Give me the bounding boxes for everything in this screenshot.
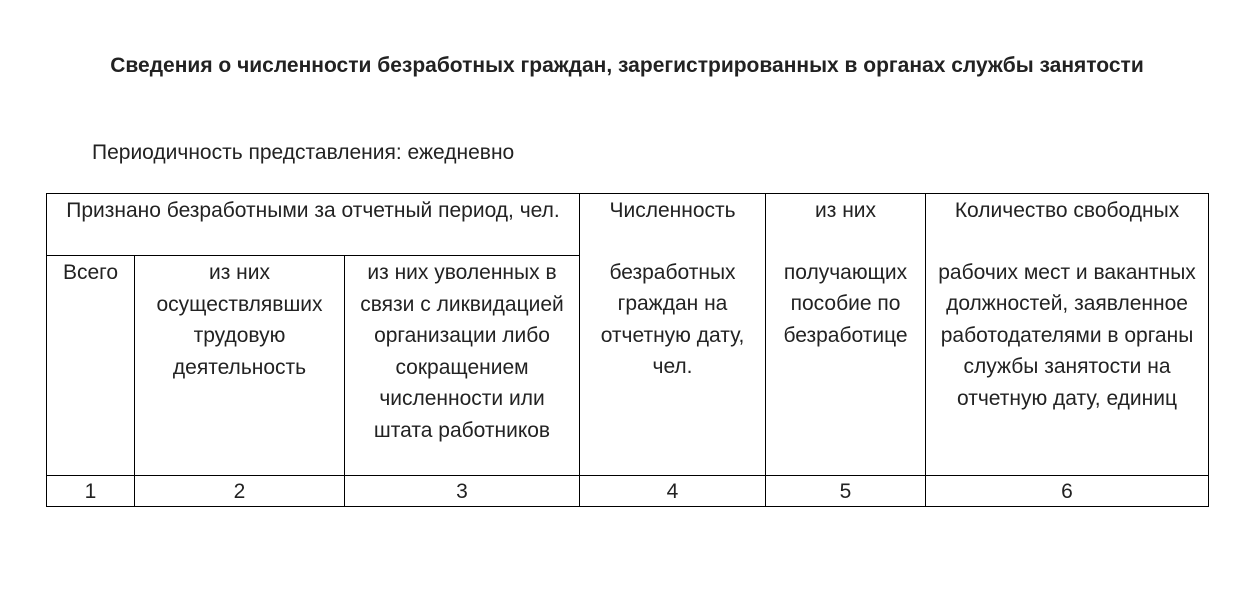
header-vacancies-top: Количество свободных bbox=[926, 194, 1209, 256]
header-count-top: Численность bbox=[580, 194, 766, 256]
subheader-count-rest: безработных граждан на отчетную дату, чел. bbox=[580, 256, 766, 476]
column-number: 6 bbox=[926, 476, 1209, 507]
unemployment-report-table bbox=[46, 193, 1209, 507]
column-number: 1 bbox=[47, 476, 135, 507]
subheader-receiving-benefit: получающих пособие по безработице bbox=[766, 256, 926, 476]
column-number: 5 bbox=[766, 476, 926, 507]
table-subheader-row bbox=[47, 256, 1209, 476]
subheader-employed-before: из них осуществлявших трудовую деятельность bbox=[135, 256, 345, 476]
column-number: 3 bbox=[345, 476, 580, 507]
header-of-them-top: из них bbox=[766, 194, 926, 256]
column-number: 2 bbox=[135, 476, 345, 507]
column-number: 4 bbox=[580, 476, 766, 507]
subheader-dismissed: из них уволенных в связи с ликвидацией организации либо сокращением численности или штата работников bbox=[345, 256, 580, 476]
document-title: Сведения о численности безработных граждан, зарегистрированных в органах службы занятости bbox=[110, 54, 1144, 77]
column-number-row bbox=[47, 476, 1209, 507]
periodicity-text: Периодичность представления: ежедневно bbox=[92, 141, 515, 164]
subheader-vacancies-rest: рабочих мест и вакантных должностей, заявленное работодателями в органы службы занятости на отчетную дату, единиц bbox=[926, 256, 1209, 476]
subheader-total: Всего bbox=[47, 256, 135, 476]
header-recognized-unemployed: Признано безработными за отчетный период, чел. bbox=[47, 194, 580, 256]
table-header-row bbox=[47, 194, 1209, 256]
